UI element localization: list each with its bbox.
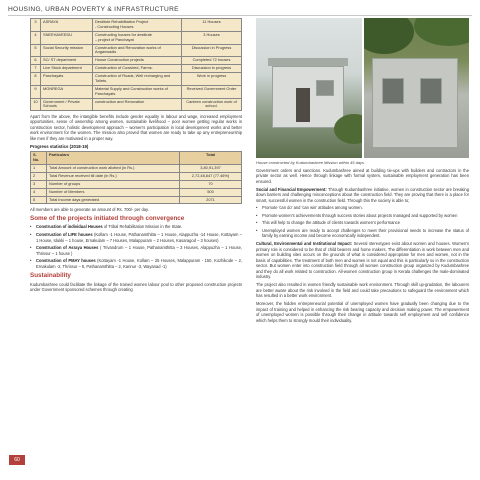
table-cell: Completed 72 houses (182, 57, 242, 65)
list-item: • Promote women's achievements through success stories about projects managed and supported by women (256, 213, 469, 219)
house-photo-right (364, 18, 470, 158)
list-item: • Construction of LIFE houses (Kollam -1 House, Pathanamthitta – 1 House, Alappuzha -14 House, Kottayam – 1 House, Idukki – 1 house, Ernakulam – 7 Houses, Malappuram – 2 Houses, Kasaragod – 3 houses) (30, 232, 242, 243)
table-cell: Total Income days generated (47, 196, 180, 204)
table-cell: SC/ ST department (41, 57, 93, 65)
table-cell: Number of Members (47, 188, 180, 196)
empowerment-list (256, 205, 469, 239)
table-cell: Social Security mission (41, 44, 93, 57)
progress-statistics-table (30, 151, 242, 204)
header-particulars: Particulars (47, 152, 180, 165)
table-cell: Work in progress (182, 73, 242, 86)
earnings-paragraph: All members are able to generate an amount of Rs. 700/- per day. (30, 206, 149, 212)
table-cell: Construction of Cowshed, Farms. (93, 65, 182, 73)
table-cell: 5 (31, 196, 47, 204)
cultural-impact-paragraph: Cultural, Environmental and Institutional Impact: Several stereotypes exist about women and houses. Women's primary role is considered to be that of child bearers and home makers. The differentiation in work between men and women on building sites occurs on the grounds of what is considered appropriate for men and women, not in the basis of capabilities. The treatment of both men and women is not equal and this is particularly so in the construction sector. But women enter into construction field through all women construction group organized by Kudumbashree and they do all work related to construction. All-women construction group in Kerala challenges the male-dominated industry. (256, 241, 470, 280)
table-cell: Government / Private Schools (41, 98, 93, 111)
header-sno: S. No. (31, 152, 47, 165)
table-cell: construction and Renovation (93, 98, 182, 111)
table-cell: 4 (31, 188, 47, 196)
table-row (31, 165, 242, 173)
list-item: • Promote 'can do' and 'can win' attitudes among women. (256, 205, 469, 211)
table-cell: 3 (31, 180, 47, 188)
table-cell: 2 (31, 172, 47, 180)
entrepreneurial-paragraph: Moreover, the hidden entrepreneurial potential of unemployed women have gradually been changing due to the impact of training and helped in enhancing the risk bearing capacity and decision making power. The empowerment of unemployed women is possible through their change in attitude towards self employment and self confidence which helps them to strongly mould their individuality. (256, 301, 469, 323)
table-cell: ASRAYA (41, 19, 93, 32)
table-cell: Live Stock department (41, 65, 93, 73)
table-cell: 10 (31, 98, 41, 111)
photo-caption: House constructed by Kudumbashree Mission within 45 days (256, 160, 365, 165)
table-row (31, 196, 242, 204)
table-cell: 500 (180, 188, 242, 196)
social-empowerment-paragraph: Social and Financial Empowerment: Through Kudumbashree initiative, women in construction sector are breaking down barriers and challenging misconceptions about the construction field. They are proving that there is a place for smart, successful women in the construction field. Through this the society is able to; (256, 186, 469, 203)
running-header: HOUSING, URBAN POVERTY & INFRASTRUCTURE (8, 6, 179, 13)
sustainability-paragraph: Kudumbashree could facilitate the linkage of the trained women labour pool to other proposed construction projects under Government sponsored schemes through creating (30, 281, 242, 293)
convergence-projects-heading: Some of the projects initiated through convergence (30, 215, 185, 223)
table-cell: 4 (31, 31, 41, 44)
convergence-projects-list (30, 224, 242, 269)
table-cell: 3 (31, 19, 41, 32)
table-cell: Construction and Renovation works of Anganwadis (93, 44, 182, 57)
list-item: • Unemployed women are ready to accept challenges to meet their provisional needs to increase the status of family by earning income and become economically independent. (256, 228, 469, 239)
page-number: 60 (9, 455, 25, 465)
intangible-benefits-paragraph: Apart from the above, the intangible benefits include gender equality in labour and wage, increased employment opportunities, sense of ownership among women, sustainable livelihood – poor women getting regular works in construction sector, holistic development approach – women's participation in local development works and better work environment for the women. The mission also proved that women are ready to take up any entrepreneurship like men if they are motivated in a proper way. (30, 113, 242, 141)
sustainability-heading: Sustainability (30, 272, 71, 280)
house-photo-left (256, 18, 362, 158)
list-item: • This will help to change the attitude of clients towards women's performance (256, 220, 469, 226)
table-cell: Number of groups (47, 180, 180, 188)
table-cell: SNEEHAVEEDU (41, 31, 93, 44)
table-cell: 7 (31, 65, 41, 73)
progress-statistics-heading: Progress statistics (2018-19) (30, 144, 89, 150)
house-photo (256, 18, 469, 158)
table-row (31, 172, 242, 180)
table-cell: 70 (180, 180, 242, 188)
table-cell: Construction of Roads, Well recharging and Toilets. (93, 73, 182, 86)
table-cell: 5 (31, 44, 41, 57)
table-cell: Discussion in progress (182, 65, 242, 73)
table-cell: Canteen construction work of school. (182, 98, 242, 111)
header-total: Total (180, 152, 242, 165)
table-row (31, 73, 242, 86)
work-environment-paragraph: The project also resulted in women friendly sustainable work environment. Through skill up-gradation, the labourers are better aware about the risk involved in the field and could take precautions to safeguard the environment which has resulted in a better work environment. (256, 282, 469, 299)
table-row (31, 65, 242, 73)
table-cell: 2071 (180, 196, 242, 204)
table-cell: Received Government Order (182, 85, 242, 98)
convergence-table (30, 18, 242, 111)
left-column (30, 18, 242, 293)
table-row (31, 188, 242, 196)
table-row (31, 98, 242, 111)
table-cell: Panchayats (41, 73, 93, 86)
table-row (31, 31, 242, 44)
table-cell: Total Amount of construction work allotted (in Rs.) (47, 165, 180, 173)
table-cell: 9 (31, 85, 41, 98)
table-row (31, 57, 242, 65)
table-cell: Material Supply and Construction works of Panchayats (93, 85, 182, 98)
table-row (31, 19, 242, 32)
table-cell: 3,80,91,397 (180, 165, 242, 173)
table-cell: 1 (31, 165, 47, 173)
table-header-row (31, 152, 242, 165)
table-row (31, 85, 242, 98)
table-cell: 8 (31, 73, 41, 86)
table-cell: 6 (31, 57, 41, 65)
table-cell: Total Revenue received till date (in Rs.) (47, 172, 180, 180)
list-item: • Construction of individual Houses of Tribal Rehabilitation Mission in the State. (30, 224, 242, 230)
table-cell: Discussion in Progress (182, 44, 242, 57)
right-column (256, 18, 469, 323)
list-item: • Construction of Asraya Houses ( Trivandrum – 1 House, Pathanamthitta – 3 Houses, Alappuzha – 1 House, Thrissur – 1 house ) (30, 245, 242, 256)
table-cell: Destitute Rehabilitation Project - Constructing Houses (93, 19, 182, 32)
list-item: • Construction of PMAY houses (Kottayam -1 House, Kollam – 25 Houses, Malappuram - 150, Kozhikode – 2, Ernakulam -2, Thrissur – 5, Pathanamthitta – 2, Kannur -3, Wayanad -1) (30, 258, 242, 269)
table-cell: House Construction projects (93, 57, 182, 65)
table-cell: 11 Houses (182, 19, 242, 32)
table-cell: Constructing houses for destitute – project of Panchayat (93, 31, 182, 44)
table-cell: MGNREGA (41, 85, 93, 98)
header-divider (8, 15, 472, 16)
table-row (31, 44, 242, 57)
table-row (31, 180, 242, 188)
table-cell: 3 Houses (182, 31, 242, 44)
table-cell: 2,72,48,647 (77.46%) (180, 172, 242, 180)
government-orders-paragraph: Government orders and sanctions. Kudumbashree aimed at building tie-ups with builders and contractors in the private sector as well. Hence through linkage with formal system, sustainable employment generation has been ensured. (256, 167, 469, 184)
